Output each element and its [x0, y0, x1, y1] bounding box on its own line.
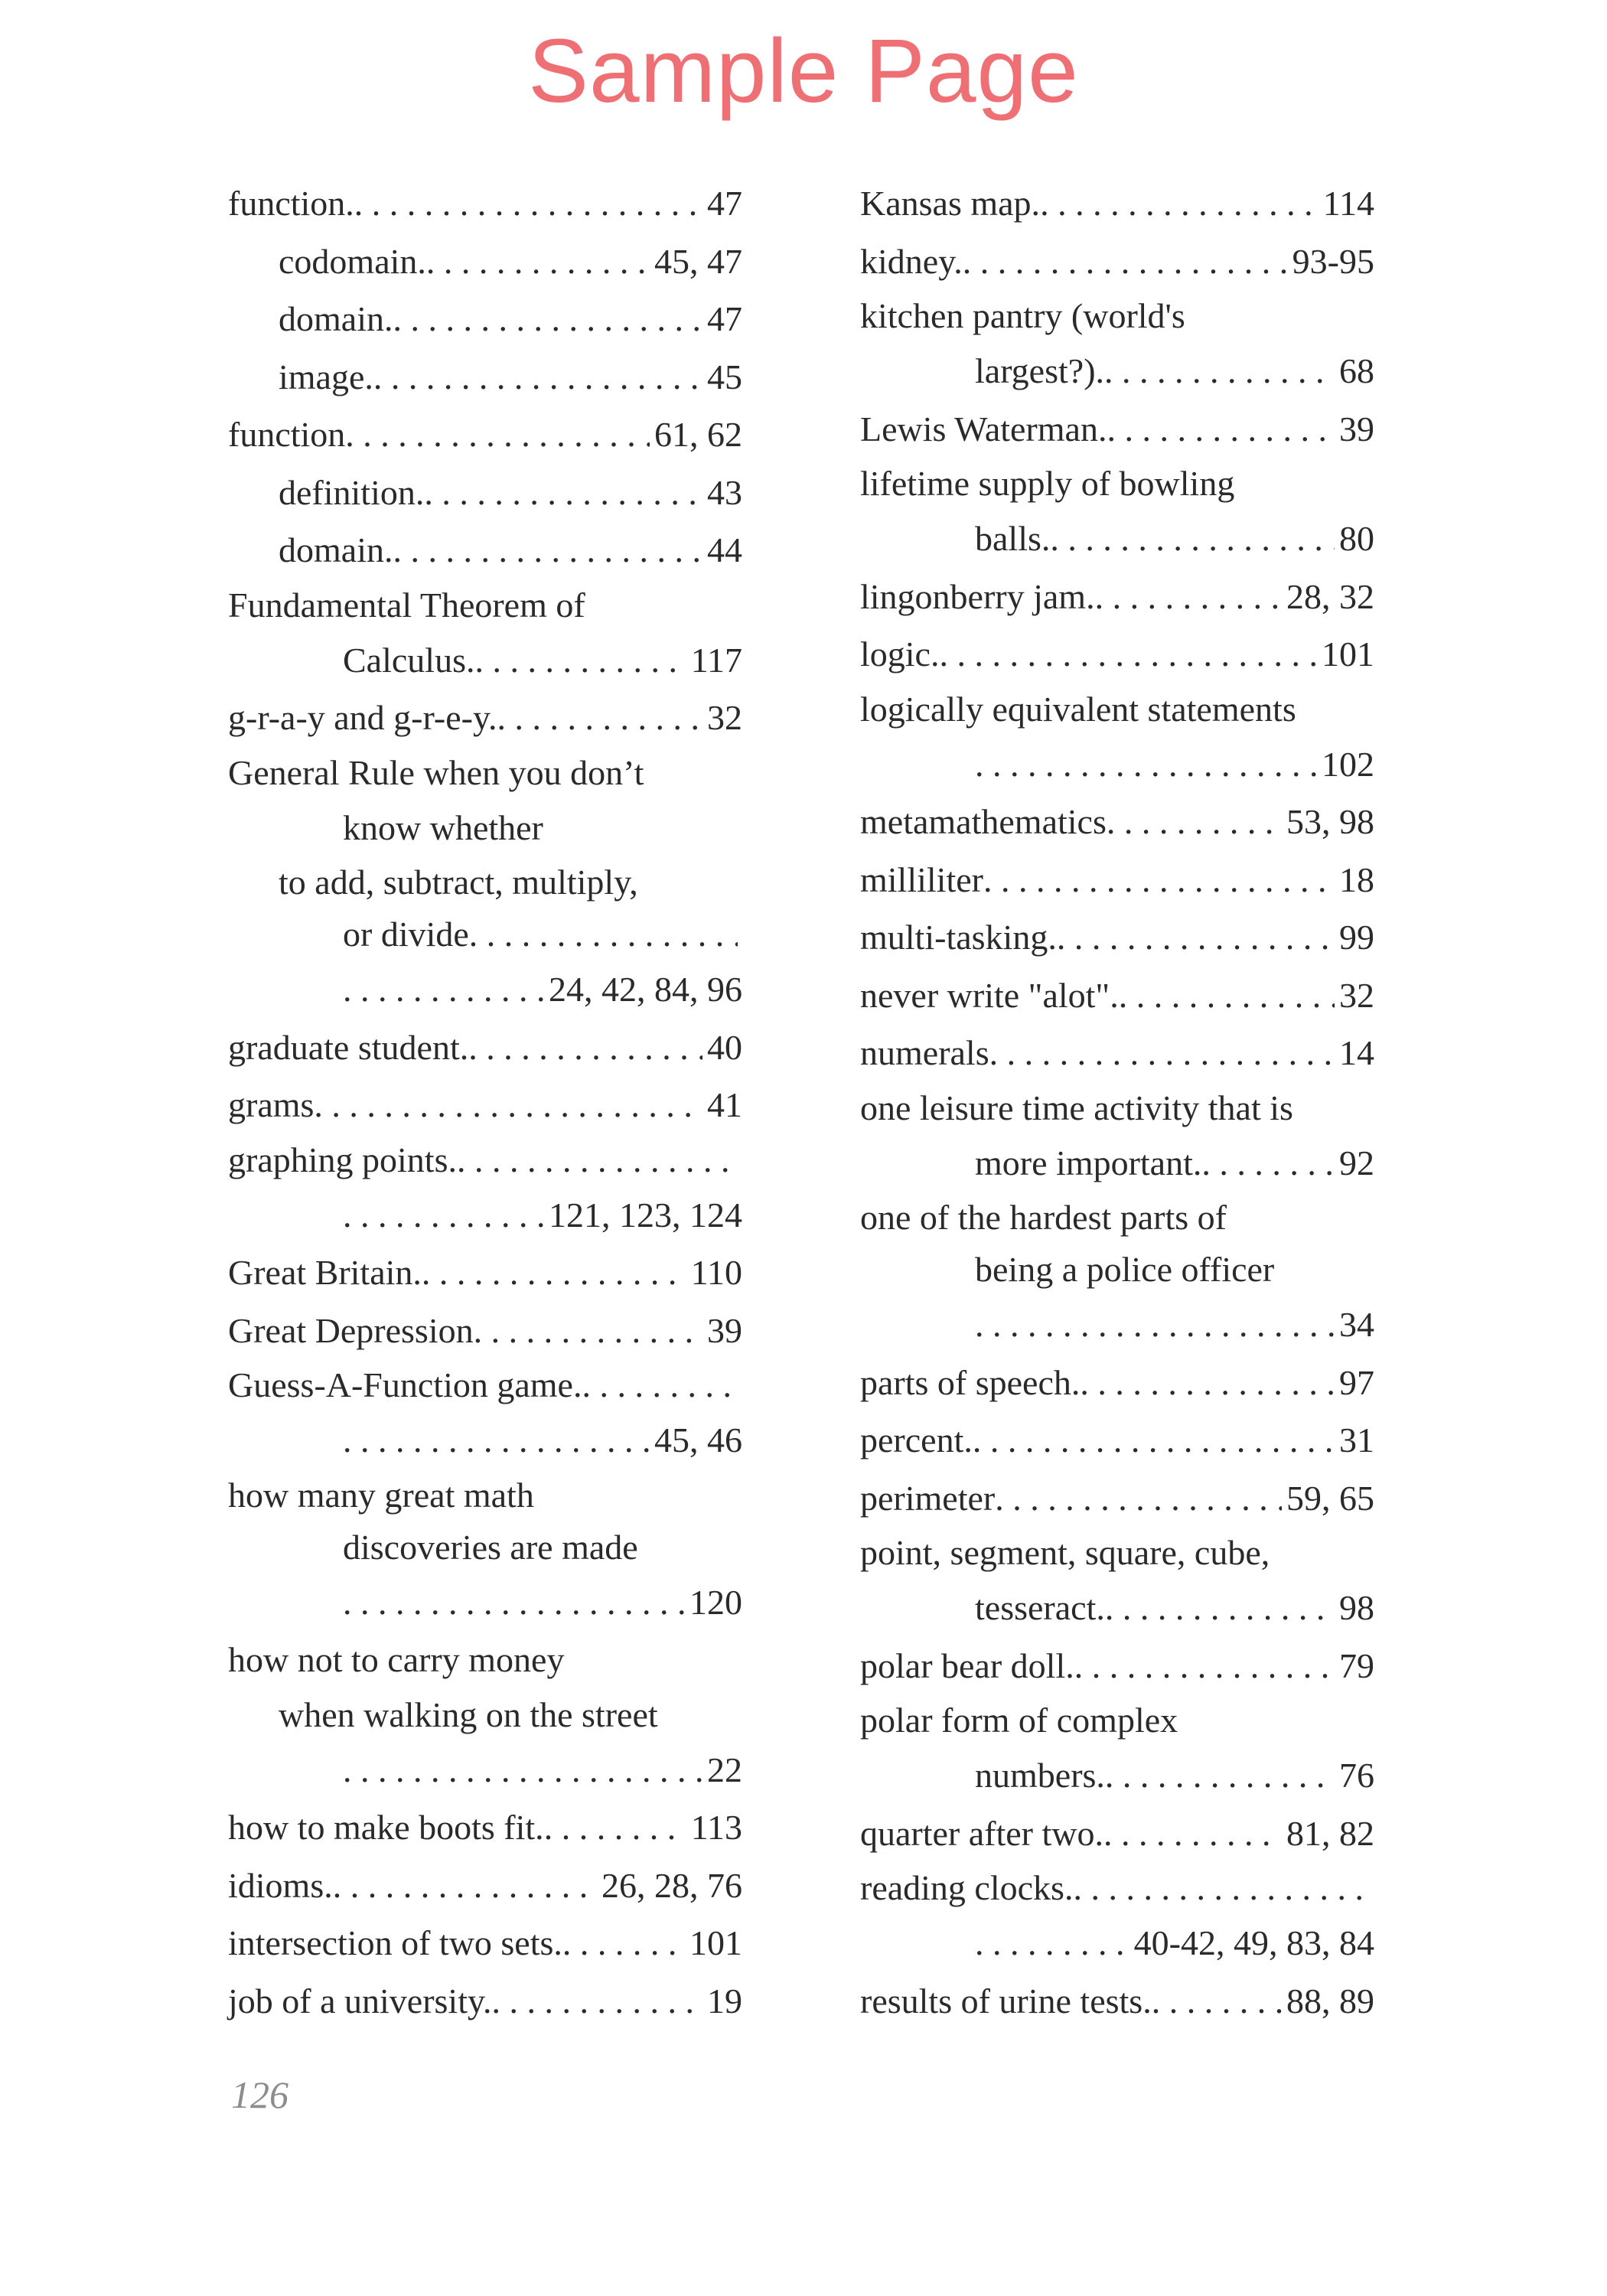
index-entry-term: Fundamental Theorem of [228, 585, 585, 625]
dot-leader [1119, 967, 1335, 1025]
index-entry-term: multi-tasking. [860, 918, 1057, 957]
index-entry [860, 1862, 1374, 1914]
dot-leader [973, 1411, 1335, 1469]
dot-leader [343, 1574, 685, 1632]
index-entry-term: tesseract. [975, 1588, 1105, 1627]
dot-leader [424, 464, 702, 522]
dot-leader [983, 851, 1335, 909]
index-entry-pages: 101 [689, 1923, 742, 1962]
index-entry-pages: 41 [707, 1085, 742, 1124]
index-entry-term: when walking on the street [279, 1694, 658, 1734]
index-entry-term: definition. [279, 472, 425, 512]
index-entry [860, 1972, 1374, 2030]
index-entry [228, 799, 742, 857]
index-entry [228, 1186, 742, 1244]
index-entry-term: to add, subtract, multiply, [279, 863, 638, 902]
index-entry [228, 1411, 742, 1469]
dot-leader [314, 1076, 702, 1134]
index-entry-term: kidney. [860, 241, 963, 281]
index-entry-pages: 34 [1339, 1305, 1374, 1344]
index-entry-pages: 99 [1339, 918, 1374, 957]
index-entry-pages: 53, 98 [1286, 802, 1374, 841]
index-entry-pages: 24, 42, 84, 96 [549, 970, 742, 1009]
index-entry-pages: 113 [690, 1808, 742, 1847]
dot-leader [393, 290, 702, 348]
index-entry [228, 174, 742, 233]
index-entry-pages: 28, 32 [1286, 576, 1374, 616]
index-entry [860, 851, 1374, 909]
index-entry-pages: 110 [690, 1253, 742, 1292]
dot-leader [544, 1799, 686, 1857]
index-entry-term: milliliter [860, 859, 983, 899]
index-entry-pages: 44 [707, 530, 742, 569]
index-entry-term: reading clocks. [860, 1868, 1074, 1907]
index-entry-term: logically equivalent statements [860, 689, 1296, 729]
index-entry [228, 747, 742, 799]
index-entry-term: function [228, 415, 346, 454]
dot-leader [995, 1469, 1282, 1528]
index-entry [860, 1527, 1374, 1579]
index-entry [860, 400, 1374, 458]
index-entry-pages: 102 [1322, 744, 1374, 784]
index-entry-term: domain. [279, 299, 393, 338]
index-entry-term: domain. [279, 530, 393, 569]
dot-leader [343, 1741, 702, 1799]
index-entry-term: grams [228, 1085, 315, 1124]
index-entry [228, 1019, 742, 1077]
index-entry-term: polar bear doll. [860, 1645, 1074, 1685]
index-entry [860, 1024, 1374, 1082]
index-entry [860, 625, 1374, 683]
index-entry [228, 348, 742, 406]
index-entry [860, 568, 1374, 626]
index-entry-pages: 26, 28, 76 [601, 1865, 742, 1905]
index-entry [228, 406, 742, 464]
index-entry [228, 1469, 742, 1521]
index-entry [228, 1972, 742, 2030]
dot-leader [963, 233, 1288, 291]
index-entry-term: never write "alot". [860, 975, 1119, 1015]
dot-leader [1040, 174, 1319, 233]
index-entry-pages: 39 [1339, 409, 1374, 448]
index-entry-term: being a police officer [975, 1250, 1275, 1289]
index-entry-term: Great Depression [228, 1310, 474, 1350]
dot-leader [1074, 1637, 1335, 1695]
index-entry [860, 793, 1374, 851]
index-entry-pages: 45, 46 [654, 1420, 742, 1459]
dot-leader [345, 406, 650, 464]
index-entry [860, 1354, 1374, 1412]
index-entry-term: metamathematics [860, 802, 1107, 841]
index-entry-pages: 76 [1339, 1756, 1374, 1795]
index-entry [228, 960, 742, 1019]
index-entry-pages: 59, 65 [1286, 1478, 1374, 1518]
index-entry [860, 1192, 1374, 1244]
index-entry-pages: 45 [707, 357, 742, 396]
index-entry-pages: 80 [1339, 519, 1374, 558]
index-entry [228, 579, 742, 631]
index-entry [860, 967, 1374, 1025]
index-entry-pages: 97 [1339, 1362, 1374, 1402]
index-entry-term: Calculus. [343, 640, 475, 680]
index-entry-term: polar form of complex [860, 1701, 1178, 1740]
index-entry-pages: 98 [1339, 1588, 1374, 1627]
dot-leader [1103, 1805, 1282, 1863]
index-entry [860, 1411, 1374, 1469]
index-entry-pages: 40 [707, 1027, 742, 1067]
index-entry [228, 908, 742, 960]
index-entry-pages: 32 [707, 698, 742, 737]
index-entry-term: graduate student. [228, 1027, 469, 1067]
index-entry [228, 464, 742, 522]
index-entry-pages: 14 [1339, 1033, 1374, 1072]
dot-leader [1073, 1862, 1370, 1914]
index-entry [228, 1244, 742, 1302]
index-entry-term: perimeter [860, 1478, 996, 1518]
dot-leader [457, 1134, 738, 1186]
index-entry-term: largest?). [975, 351, 1105, 390]
index-entry-term: discoveries are made [343, 1527, 638, 1567]
dot-leader [975, 1296, 1335, 1354]
index-entry-term: parts of speech. [860, 1362, 1081, 1402]
index-entry-term: more important. [975, 1143, 1202, 1182]
index-entry [228, 1359, 742, 1411]
index-entry-term: how not to carry money [228, 1640, 565, 1679]
dot-leader [333, 1857, 597, 1915]
index-entry-term: one leisure time activity that is [860, 1088, 1293, 1127]
index-entry-pages: 45, 47 [654, 241, 742, 281]
dot-leader [343, 1186, 544, 1244]
index-entry-term: results of urine tests. [860, 1981, 1152, 2020]
index-entry-term: or divide [343, 915, 469, 954]
index-entry [860, 290, 1374, 342]
index-entry [860, 342, 1374, 400]
dot-leader [474, 1302, 702, 1360]
index-entry [228, 1134, 742, 1186]
dot-leader [582, 1359, 738, 1411]
index-entry-term: codomain. [279, 241, 426, 281]
index-entry-term: point, segment, square, cube, [860, 1533, 1270, 1572]
index-entry [860, 1469, 1374, 1528]
index-entry [860, 735, 1374, 794]
index-column-left [228, 174, 742, 2030]
index-entry-term: logic. [860, 634, 940, 673]
index-entry-pages: 40-42, 49, 83, 84 [1133, 1923, 1374, 1962]
index-column-right [860, 174, 1374, 2030]
index-entry-term: Lewis Waterman. [860, 409, 1107, 448]
index-entry-term: graphing points. [228, 1140, 457, 1179]
dot-leader [393, 521, 702, 579]
dot-leader [1105, 1579, 1335, 1637]
index-entry [860, 1244, 1374, 1296]
page-number: 126 [231, 2073, 288, 2116]
dot-leader [497, 689, 702, 747]
index-entry [860, 174, 1374, 233]
index-entry [860, 1914, 1374, 1972]
index-entry-pages: 92 [1339, 1143, 1374, 1182]
index-entry-term: lingonberry jam. [860, 576, 1095, 616]
index-entry-pages: 114 [1322, 184, 1374, 223]
index-entry [228, 233, 742, 291]
index-entry [228, 521, 742, 579]
index-entry-term: image. [279, 357, 373, 396]
index-entry-term: lifetime supply of bowling [860, 464, 1235, 503]
index-entry [228, 1574, 742, 1632]
index-entry-pages: 19 [707, 1981, 742, 2020]
index-entry-term: Great Britain. [228, 1253, 422, 1292]
index-entry [228, 1302, 742, 1360]
index-entry-pages: 39 [707, 1310, 742, 1350]
index-entry [860, 908, 1374, 967]
index-entry-pages: 79 [1339, 1645, 1374, 1685]
index-entry [860, 233, 1374, 291]
index-entry-term: Guess-A-Function game. [228, 1365, 582, 1404]
index-entry-term: how many great math [228, 1475, 534, 1515]
index-entry [860, 1579, 1374, 1637]
index-entry-pages: 88, 89 [1286, 1981, 1374, 2020]
index-entry-term: General Rule when you don’t [228, 752, 644, 792]
dot-leader [1105, 1746, 1335, 1805]
dot-leader [1107, 793, 1282, 851]
dot-leader [562, 1914, 685, 1972]
dot-leader [343, 1411, 650, 1469]
index-entry-term: percent. [860, 1420, 973, 1459]
index-entry [228, 1689, 742, 1741]
index-entry [228, 631, 742, 690]
index-entry [228, 290, 742, 348]
index-entry-pages: 81, 82 [1286, 1813, 1374, 1853]
index-entry-term: quarter after two. [860, 1813, 1104, 1853]
index-entry-term: know whether [343, 807, 543, 847]
index-entry [860, 458, 1374, 510]
index-entry-term: Kansas map. [860, 184, 1041, 223]
index-entry [860, 1296, 1374, 1354]
index-entry [228, 1914, 742, 1972]
index-entry-term: numbers. [975, 1756, 1105, 1795]
index-entry [860, 1134, 1374, 1192]
dot-leader [1095, 568, 1282, 626]
dot-leader [343, 960, 544, 1019]
dot-leader [989, 1024, 1335, 1082]
index-entry-pages: 47 [707, 184, 742, 223]
index-entry [228, 1076, 742, 1134]
index-entry-pages: 117 [690, 640, 742, 680]
dot-leader [422, 1244, 686, 1302]
index-entry-pages: 32 [1339, 975, 1374, 1015]
index-entry [860, 510, 1374, 568]
index-entry-pages: 43 [707, 472, 742, 512]
dot-leader [975, 735, 1317, 794]
dot-leader [1201, 1134, 1335, 1192]
sample-page-watermark: Sample Page [528, 21, 1079, 122]
dot-leader [469, 908, 738, 960]
index-entry-pages: 101 [1322, 634, 1374, 673]
index-entry-pages: 121, 123, 124 [549, 1195, 742, 1234]
index-entry [228, 1741, 742, 1799]
dot-leader [1080, 1354, 1335, 1412]
index-entry-term: numerals [860, 1033, 989, 1072]
index-entry [228, 1799, 742, 1857]
dot-leader [1050, 510, 1335, 568]
index-entry-term: kitchen pantry (world's [860, 296, 1185, 335]
index-entry-term: how to make boots fit. [228, 1808, 544, 1847]
index-entry [228, 1521, 742, 1574]
dot-leader [354, 174, 702, 233]
dot-leader [492, 1972, 702, 2030]
index-entry-term: idioms. [228, 1865, 333, 1905]
dot-leader [1104, 342, 1335, 400]
index-entry [228, 856, 742, 908]
dot-leader [1152, 1972, 1282, 2030]
dot-leader [1107, 400, 1335, 458]
index-entry [228, 1631, 742, 1689]
index-entry [228, 689, 742, 747]
dot-leader [975, 1914, 1129, 1972]
index-entry [860, 1694, 1374, 1746]
index-entry [860, 1746, 1374, 1805]
index-entry-pages: 68 [1339, 351, 1374, 390]
index-entry [860, 1805, 1374, 1863]
index-entry [860, 1637, 1374, 1695]
index-entry [228, 1857, 742, 1915]
index-entry [860, 683, 1374, 735]
index-entry-pages: 31 [1339, 1420, 1374, 1459]
dot-leader [468, 1019, 702, 1077]
index-entry-pages: 18 [1339, 859, 1374, 899]
dot-leader [426, 233, 650, 291]
index-entry-term: function. [228, 184, 354, 223]
index-entry-pages: 93-95 [1292, 241, 1374, 281]
index-entry-term: job of a university. [228, 1981, 492, 2020]
dot-leader [1057, 908, 1335, 967]
index-entry-pages: 47 [707, 299, 742, 338]
index-entry-term: intersection of two sets. [228, 1923, 562, 1962]
dot-leader [373, 348, 702, 406]
dot-leader [474, 631, 686, 690]
index-entry-term: g-r-a-y and g-r-e-y. [228, 698, 497, 737]
index-entry [860, 1082, 1374, 1134]
index-entry-pages: 22 [707, 1750, 742, 1789]
index-entry-term: one of the hardest parts of [860, 1198, 1227, 1237]
index-entry-pages: 61, 62 [654, 415, 742, 454]
index-entry-term: balls. [975, 519, 1051, 558]
index-entry-pages: 120 [689, 1582, 742, 1622]
dot-leader [939, 625, 1317, 683]
